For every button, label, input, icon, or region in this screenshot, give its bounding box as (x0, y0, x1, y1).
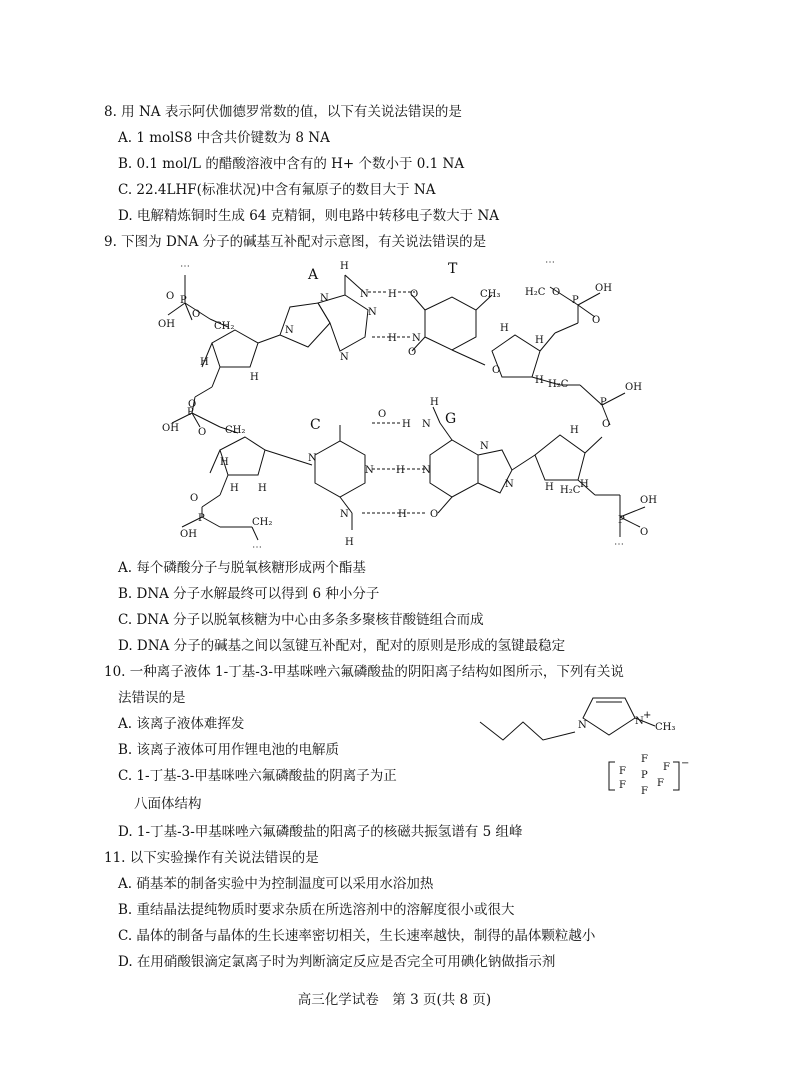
svg-text:O: O (640, 527, 649, 538)
svg-text:O: O (378, 409, 387, 420)
svg-text:H: H (570, 425, 579, 436)
svg-text:H: H (230, 483, 239, 494)
label-c: C (310, 417, 321, 433)
q11-stem: 11. 以下实验操作有关说法错误的是 (104, 850, 319, 866)
q9-option-c: C. DNA 分子以脱氧核糖为中心由多条多聚核苷酸链组合而成 (118, 612, 484, 628)
svg-text:P: P (198, 513, 205, 524)
svg-text:P: P (572, 295, 579, 306)
svg-text:CH₂: CH₂ (225, 425, 246, 436)
q11-option-d: D. 在用硝酸银滴定氯离子时为判断滴定反应是否完全可用碘化钠做指示剂 (118, 954, 556, 970)
svg-text:⋯: ⋯ (180, 261, 190, 272)
q10-stem-2: 法错误的是 (118, 690, 186, 706)
svg-text:H: H (402, 419, 411, 430)
svg-text:F: F (619, 766, 626, 777)
svg-text:N: N (422, 419, 431, 430)
svg-text:OH: OH (162, 423, 179, 434)
label-t: T (448, 261, 458, 277)
svg-text:N: N (480, 441, 489, 452)
svg-text:CH₂: CH₂ (252, 517, 273, 528)
svg-text:F: F (657, 778, 664, 789)
svg-text:H: H (500, 323, 509, 334)
svg-text:O: O (190, 493, 199, 504)
q8-option-d: D. 电解精炼铜时生成 64 克精铜，则电路中转移电子数大于 NA (118, 208, 500, 224)
q11-option-b: B. 重结晶法提纯物质时要求杂质在所选溶剂中的溶解度很小或很大 (118, 902, 515, 918)
svg-text:N: N (368, 307, 377, 318)
q9-option-b: B. DNA 分子水解最终可以得到 6 种小分子 (118, 586, 380, 602)
svg-text:H: H (388, 333, 397, 344)
svg-text:F: F (641, 786, 648, 797)
svg-text:OH: OH (595, 283, 612, 294)
svg-text:P: P (600, 397, 607, 408)
svg-text:OH: OH (640, 495, 657, 506)
svg-text:H: H (340, 261, 349, 272)
svg-text:N: N (340, 352, 349, 363)
q9-stem: 9. 下图为 DNA 分子的碱基互补配对示意图，有关说法错误的是 (104, 234, 487, 250)
svg-text:O: O (408, 347, 417, 358)
svg-text:O: O (430, 509, 439, 520)
svg-text:H: H (398, 509, 407, 520)
q10-option-d: D. 1-丁基-3-甲基咪唑六氟磷酸盐的阳离子的核磁共振氢谱有 5 组峰 (118, 824, 523, 840)
ionic-liquid-structure (475, 690, 690, 797)
svg-text:O: O (192, 309, 201, 320)
svg-text:P: P (618, 515, 625, 526)
svg-text:O: O (552, 287, 561, 298)
page-footer: 高三化学试卷 第 3 页(共 8 页) (297, 992, 492, 1008)
svg-text:O: O (602, 419, 611, 430)
q10-stem-1: 10. 一种离子液体 1-丁基-3-甲基咪唑六氟磷酸盐的阴阳离子结构如图所示，下列有关说 (104, 664, 624, 680)
svg-text:⋯: ⋯ (252, 542, 262, 553)
svg-text:H₂C: H₂C (548, 379, 569, 390)
q9-option-d: D. DNA 分子的碱基之间以氢键互补配对，配对的原则是形成的氢键最稳定 (118, 638, 566, 654)
svg-text:N: N (412, 333, 421, 344)
svg-text:N: N (365, 465, 374, 476)
svg-text:−: − (681, 758, 690, 769)
q8-option-b: B. 0.1 mol/L 的醋酸溶液中含有的 H+ 个数小于 0.1 NA (118, 156, 465, 172)
svg-text:F: F (663, 762, 670, 773)
svg-text:N: N (360, 289, 369, 300)
svg-text:H₂C: H₂C (560, 485, 581, 496)
svg-text:CH₃: CH₃ (655, 722, 676, 733)
svg-text:F: F (619, 780, 626, 791)
svg-text:⋯: ⋯ (614, 539, 624, 550)
svg-text:O: O (166, 291, 175, 302)
svg-text:H: H (430, 397, 439, 408)
dna-base-pair-diagram (140, 255, 670, 553)
q8-option-c: C. 22.4LHF(标准状况)中含有氟原子的数目大于 NA (118, 182, 436, 198)
svg-text:N: N (635, 716, 644, 727)
label-a: A (308, 267, 319, 283)
svg-text:OH: OH (158, 319, 175, 330)
svg-text:CH₂: CH₂ (214, 321, 235, 332)
q9-option-a: A. 每个磷酸分子与脱氧核糖形成两个酯基 (118, 560, 366, 576)
svg-text:N: N (505, 479, 514, 490)
svg-text:P: P (641, 770, 648, 781)
svg-text:N: N (285, 325, 294, 336)
svg-text:OH: OH (625, 382, 642, 393)
svg-text:H: H (200, 357, 209, 368)
svg-text:H: H (396, 465, 405, 476)
svg-text:O: O (198, 427, 207, 438)
svg-text:H: H (535, 335, 544, 346)
q11-option-a: A. 硝基苯的制备实验中为控制温度可以采用水浴加热 (118, 876, 434, 892)
q10-option-a: A. 该离子液体难挥发 (118, 716, 245, 732)
svg-text:H: H (388, 289, 397, 300)
svg-text:N: N (320, 293, 329, 304)
svg-text:CH₃: CH₃ (480, 289, 501, 300)
q10-option-b: B. 该离子液体可用作锂电池的电解质 (118, 742, 340, 758)
svg-text:H: H (258, 483, 267, 494)
svg-text:N: N (308, 453, 317, 464)
q11-option-c: C. 晶体的制备与晶体的生长速率密切相关，生长速率越快，制得的晶体颗粒越小 (118, 928, 596, 944)
svg-text:H: H (220, 457, 229, 468)
svg-text:P: P (180, 295, 187, 306)
svg-text:+: + (643, 710, 652, 721)
svg-text:⋯: ⋯ (545, 257, 555, 268)
svg-text:H: H (345, 537, 354, 548)
q8-option-a: A. 1 molS8 中含共价键数为 8 NA (118, 130, 330, 146)
svg-text:H: H (545, 482, 554, 493)
q8-stem: 8. 用 NA 表示阿伏伽德罗常数的值，以下有关说法错误的是 (104, 104, 462, 120)
svg-text:O: O (492, 365, 501, 376)
q10-option-c-cont: 八面体结构 (134, 796, 202, 812)
label-g: G (445, 411, 457, 427)
svg-text:N: N (422, 465, 431, 476)
svg-text:H: H (580, 479, 589, 490)
q10-option-c: C. 1-丁基-3-甲基咪唑六氟磷酸盐的阴离子为正 (118, 768, 397, 784)
svg-text:N: N (578, 720, 587, 731)
svg-text:O: O (410, 289, 419, 300)
svg-text:H₂C: H₂C (525, 287, 546, 298)
svg-text:OH: OH (180, 529, 197, 540)
svg-text:H: H (250, 372, 259, 383)
svg-text:P: P (187, 407, 194, 418)
svg-text:H: H (535, 375, 544, 386)
svg-text:O: O (188, 399, 197, 410)
svg-text:N: N (340, 509, 349, 520)
svg-text:F: F (641, 754, 648, 765)
svg-text:O: O (592, 315, 601, 326)
